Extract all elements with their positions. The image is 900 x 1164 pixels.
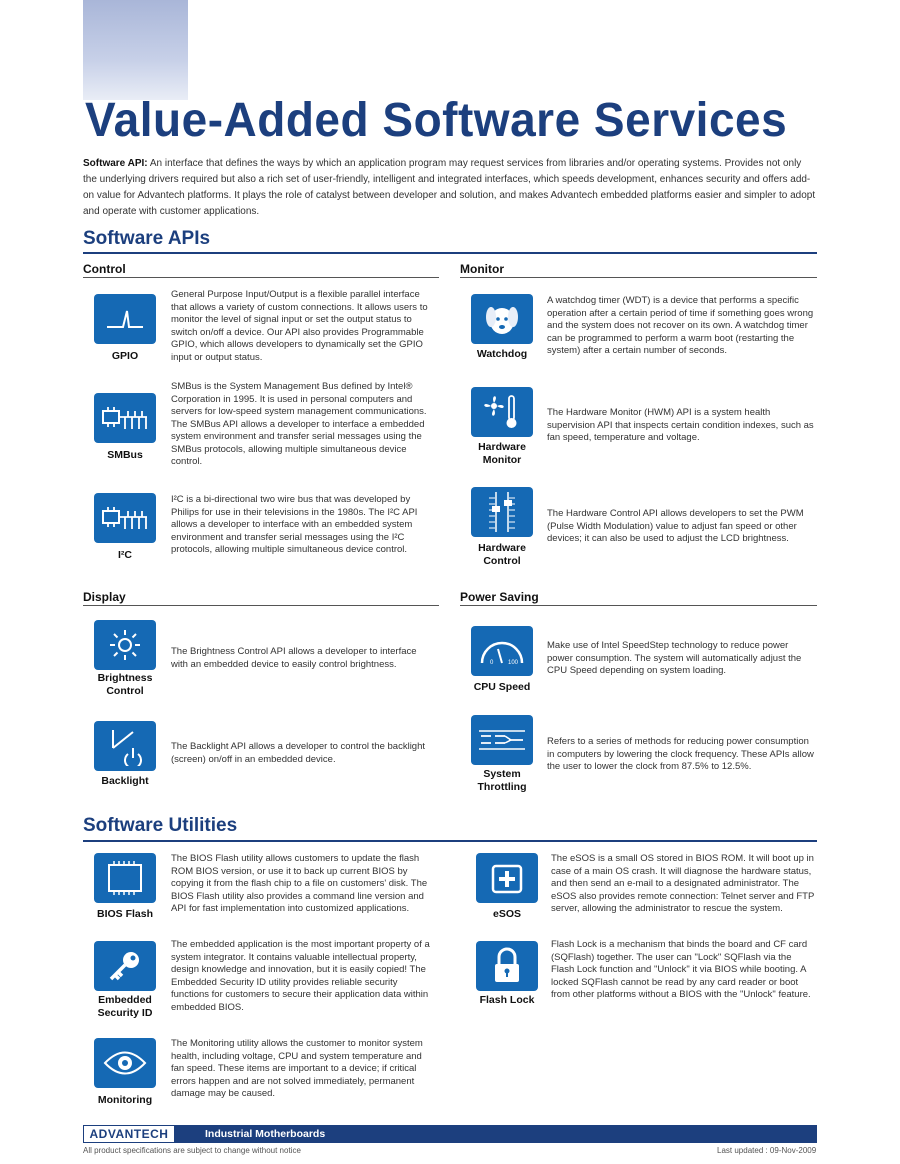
eye-icon <box>94 1038 156 1088</box>
backlight-icon <box>94 721 156 771</box>
throttling-icon <box>471 715 533 765</box>
gpio-description: General Purpose Input/Output is a flexible parallel interface that allows a variety of custom connections. It allows users to monitor the level of signal input or set the output status to switch on/off a device. Our API also provides Programmable GPIO, which allows developers to dynamically set the GPIO input or output status. <box>171 289 428 363</box>
flash-lock-description: Flash Lock is a mechanism that binds the board and CF card (SQFlash) together. The user can "Lock" SQFlash via the Flash Lock function and "Unlock" it via BIOS while booting. A locked SQFlash cannot be read by any card reader or boot from other platforms without a BIOS with the "Unlock" feature. <box>551 939 811 1000</box>
hardware-monitor-label: Hardware Monitor <box>478 441 526 466</box>
intro-term: Software API: <box>83 158 148 169</box>
intro-paragraph <box>83 156 817 220</box>
cpu-speed-description: Make use of Intel SpeedStep technology to reduce power power consumption. The system will automatically adjust the CPU Speed depending on system loading. <box>547 640 802 676</box>
subsection-divider <box>83 277 439 278</box>
watchdog-icon <box>471 294 533 344</box>
i2c-description: I²C is a bi-directional two wire bus that was developed by Philips for use in their televisions in the 1980s. The I²C API allows a developer to interface with an embedded system environment and transfer serial messages using the I²C protocols, allowing multiple simultaneous device control. <box>171 494 418 555</box>
subsection-title-power-saving: Power Saving <box>460 590 539 604</box>
smbus-icon <box>94 393 156 443</box>
smbus-description: SMBus is the System Management Bus defined by Intel® Corporation in 1995. It is used in personal computers and servers for low-speed system management communications. The SMBus API allows a developer to interface a embedded system environment and transfer serial messages using the SMBus protocols, allowing multiple simultaneous device control. <box>171 381 427 467</box>
section-divider <box>83 252 817 254</box>
svg-text:100: 100 <box>508 660 519 666</box>
bios-chip-icon <box>94 853 156 903</box>
subsection-title-control: Control <box>83 262 126 276</box>
subsection-title-display: Display <box>83 590 126 604</box>
subsection-divider <box>460 605 817 606</box>
footer-disclaimer: All product specifications are subject to change without notice <box>83 1146 301 1155</box>
embedded-security-id-description: The embedded application is the most important property of a system integrator. It contains valuable intellectual property, design knowledge and innovation, but it is easily copied! The Embedded Security ID utility provides reliable security functions for customers to secure their application data within embedded BIOS. <box>171 939 430 1013</box>
subsection-divider <box>83 605 439 606</box>
footer-updated: Last updated : 09-Nov-2009 <box>717 1146 817 1155</box>
hardware-monitor-icon <box>471 387 533 437</box>
first-aid-icon <box>476 853 538 903</box>
watchdog-label: Watchdog <box>476 348 528 360</box>
brand-logo: ADVANTECH <box>83 1125 175 1143</box>
speedometer-icon <box>471 626 533 676</box>
section-title-software-utilities: Software Utilities <box>83 815 238 836</box>
footer-bar <box>83 1125 817 1143</box>
bios-flash-description: The BIOS Flash utility allows customers to update the flash ROM BIOS version, or use it to back up current BIOS by copying it from the flash chip to a file on customers' disk. The BIOS Flash utility also provides a command line version and API for fast implementation into customized applications. <box>171 853 428 914</box>
cpu-speed-label: CPU Speed <box>473 681 531 693</box>
smbus-label: SMBus <box>107 449 143 461</box>
watchdog-description: A watchdog timer (WDT) is a device that performs a specific operation after a certain period of time if something goes wrong and the system does not recover on its own. A watchdog timer can be programmed to perform a warm boot (restarting the system) after a certain number of seconds. <box>547 295 814 356</box>
lock-icon <box>476 941 538 991</box>
hardware-control-label: Hardware Control <box>478 542 526 567</box>
hardware-control-icon <box>471 487 533 537</box>
backlight-label: Backlight <box>101 775 149 787</box>
monitoring-description: The Monitoring utility allows the customer to monitor system health, including voltage, CPU and system temperature and fan speed. These items are important to a device; if critical errors happen and are not solved immediately, permanent damage may be caused. <box>171 1038 423 1099</box>
esos-label: eSOS <box>492 908 521 920</box>
page-title: Value-Added Software Services <box>85 91 788 147</box>
corner-decoration <box>83 0 188 100</box>
hardware-monitor-description: The Hardware Monitor (HWM) API is a system health supervision API that inspects certain condition indexes, such as fan speed, temperature and voltage. <box>547 407 814 443</box>
key-icon <box>94 941 156 991</box>
brightness-icon <box>94 620 156 670</box>
embedded-security-id-label: Embedded Security ID <box>97 994 153 1019</box>
flash-lock-label: Flash Lock <box>479 994 535 1006</box>
system-throttling-description: Refers to a series of methods for reducing power consumption in computers by lowering the clock frequency. These APIs allow the user to lower the clock from 87.5% to 12.5%. <box>547 736 814 772</box>
section-title-software-apis: Software APIs <box>83 228 211 249</box>
subsection-divider <box>460 277 817 278</box>
gpio-label: GPIO <box>111 350 139 362</box>
footer-category: Industrial Motherboards <box>205 1128 326 1140</box>
i2c-label: I²C <box>118 549 132 561</box>
hardware-control-description: The Hardware Control API allows developers to set the PWM (Pulse Width Modulation) value to adjust fan speed or other devices; it can also be used to adjust the LCD brightness. <box>547 508 804 544</box>
backlight-description: The Backlight API allows a developer to control the backlight (screen) on/off in an embedded device. <box>171 741 426 765</box>
section-divider <box>83 840 817 842</box>
monitoring-label: Monitoring <box>97 1094 153 1106</box>
system-throttling-label: System Throttling <box>477 768 527 793</box>
i2c-icon <box>94 493 156 543</box>
subsection-title-monitor: Monitor <box>460 262 504 276</box>
esos-description: The eSOS is a small OS stored in BIOS ROM. It will boot up in case of a main OS crash. It will diagnose the hardware status, and then send an e-mail to a designated administrator. The eSOS also provides remote connection: Telnet server and FTP server, allowing the administrator to rescue the system. <box>551 853 815 914</box>
svg-text:0: 0 <box>490 660 494 666</box>
brightness-label: Brightness Control <box>97 672 153 697</box>
intro-text: An interface that defines the ways by which an application program may request services from libraries and/or operating systems. Provides not only the underlying drivers required but also a rich set of user-friendly, intelligent and integrated interfaces, which speeds development, enhances security and offers add-on value for Advantech platforms. It plays the role of catalyst between developer and solution, and makes Advantech embedded platforms easier and simpler to adopt and operate with customer applications. <box>83 158 816 217</box>
brightness-description: The Brightness Control API allows a developer to interface with an embedded device to easily control brightness. <box>171 646 417 670</box>
gpio-icon <box>94 294 156 344</box>
bios-flash-label: BIOS Flash <box>96 908 153 920</box>
